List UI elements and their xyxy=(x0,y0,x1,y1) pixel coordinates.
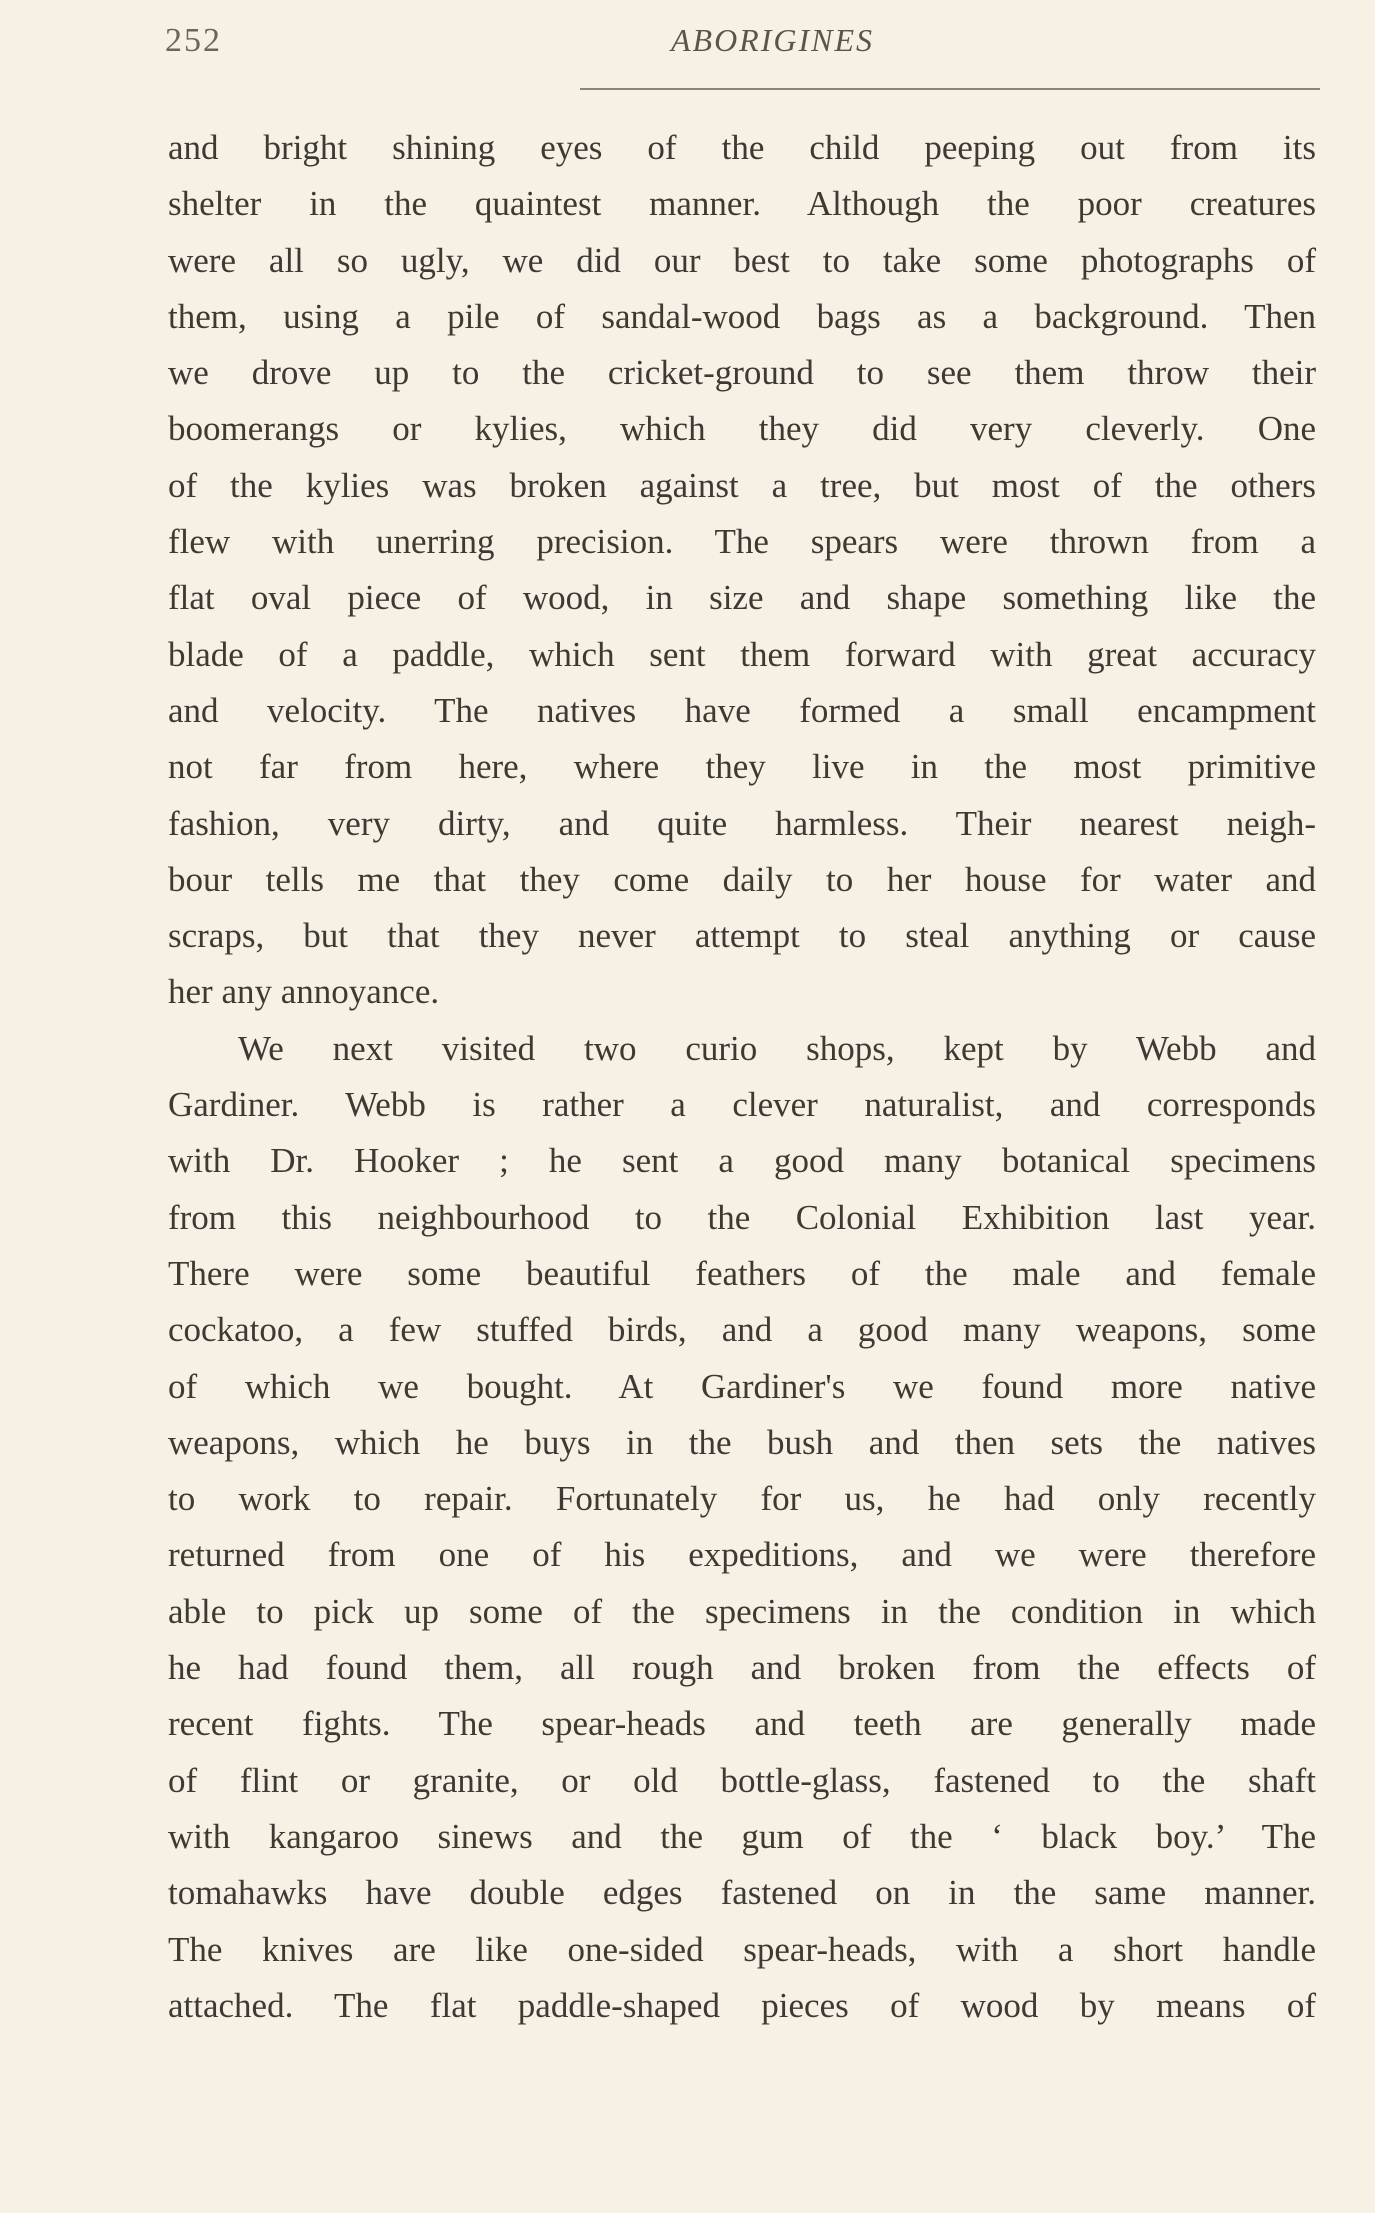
text-line: returned from one of his expeditions, and we were therefore xyxy=(168,1535,1316,1575)
text-line: with kangaroo sinews and the gum of the ‘ black boy.’ The xyxy=(168,1816,1316,1856)
text-line: of flint or granite, or old bottle-glass, fastened to the shaft xyxy=(168,1760,1316,1800)
text-line: blade of a paddle, which sent them forward with great accuracy xyxy=(168,634,1316,674)
text-line: attached. The flat paddle-shaped pieces of wood by means of xyxy=(168,1985,1316,2025)
text-line: scraps, but that they never attempt to steal anything or cause xyxy=(168,916,1316,956)
text-line: of the kylies was broken against a tree, but most of the others xyxy=(168,465,1316,505)
text-line: recent fights. The spear-heads and teeth are generally made xyxy=(168,1704,1316,1744)
running-title: ABORIGINES xyxy=(670,22,875,58)
body-text xyxy=(168,120,1316,2034)
text-line: able to pick up some of the specimens in the condition in which xyxy=(168,1591,1316,1631)
text-line: flat oval piece of wood, in size and shape something like the xyxy=(168,578,1316,618)
text-line: weapons, which he buys in the bush and then sets the natives xyxy=(168,1422,1316,1462)
text-line: There were some beautiful feathers of the male and female xyxy=(168,1253,1316,1293)
text-line: shelter in the quaintest manner. Although the poor creatures xyxy=(168,184,1316,224)
text-line: with Dr. Hooker ; he sent a good many botanical specimens xyxy=(168,1141,1316,1181)
text-line: boomerangs or kylies, which they did very cleverly. One xyxy=(168,409,1316,449)
page-header xyxy=(165,22,1320,72)
text-line: from this neighbourhood to the Colonial Exhibition last year. xyxy=(168,1197,1316,1237)
paragraph-start-line: We next visited two curio shops, kept by Webb and xyxy=(238,1028,1316,1068)
text-line: and bright shining eyes of the child peeping out from its xyxy=(168,128,1316,167)
text-line: cockatoo, a few stuffed birds, and a good many weapons, some xyxy=(168,1310,1316,1350)
page-number: 252 xyxy=(165,22,222,59)
text-line: them, using a pile of sandal-wood bags as a background. Then xyxy=(168,296,1316,336)
text-line: not far from here, where they live in the most primitive xyxy=(168,747,1316,787)
text-line: bour tells me that they come daily to her house for water and xyxy=(168,859,1316,899)
text-line: to work to repair. Fortunately for us, he had only recently xyxy=(168,1479,1316,1519)
text-line: he had found them, all rough and broken from the effects of xyxy=(168,1648,1316,1688)
text-line: fashion, very dirty, and quite harmless. Their nearest neigh- xyxy=(168,803,1316,843)
text-line: tomahawks have double edges fastened on in the same manner. xyxy=(168,1873,1316,1913)
text-line: flew with unerring precision. The spears were thrown from a xyxy=(168,522,1316,562)
text-line: The knives are like one-sided spear-heads, with a short handle xyxy=(168,1929,1316,1969)
header-rule xyxy=(580,88,1320,90)
text-line: Gardiner. Webb is rather a clever naturalist, and corresponds xyxy=(168,1085,1316,1125)
paragraph-end-line: her any annoyance. xyxy=(168,972,440,1012)
text-line: of which we bought. At Gardiner's we found more native xyxy=(168,1366,1316,1406)
text-line: we drove up to the cricket-ground to see them throw their xyxy=(168,353,1316,393)
text-line: and velocity. The natives have formed a small encampment xyxy=(168,690,1316,730)
text-line: were all so ugly, we did our best to take some photographs of xyxy=(168,240,1316,280)
